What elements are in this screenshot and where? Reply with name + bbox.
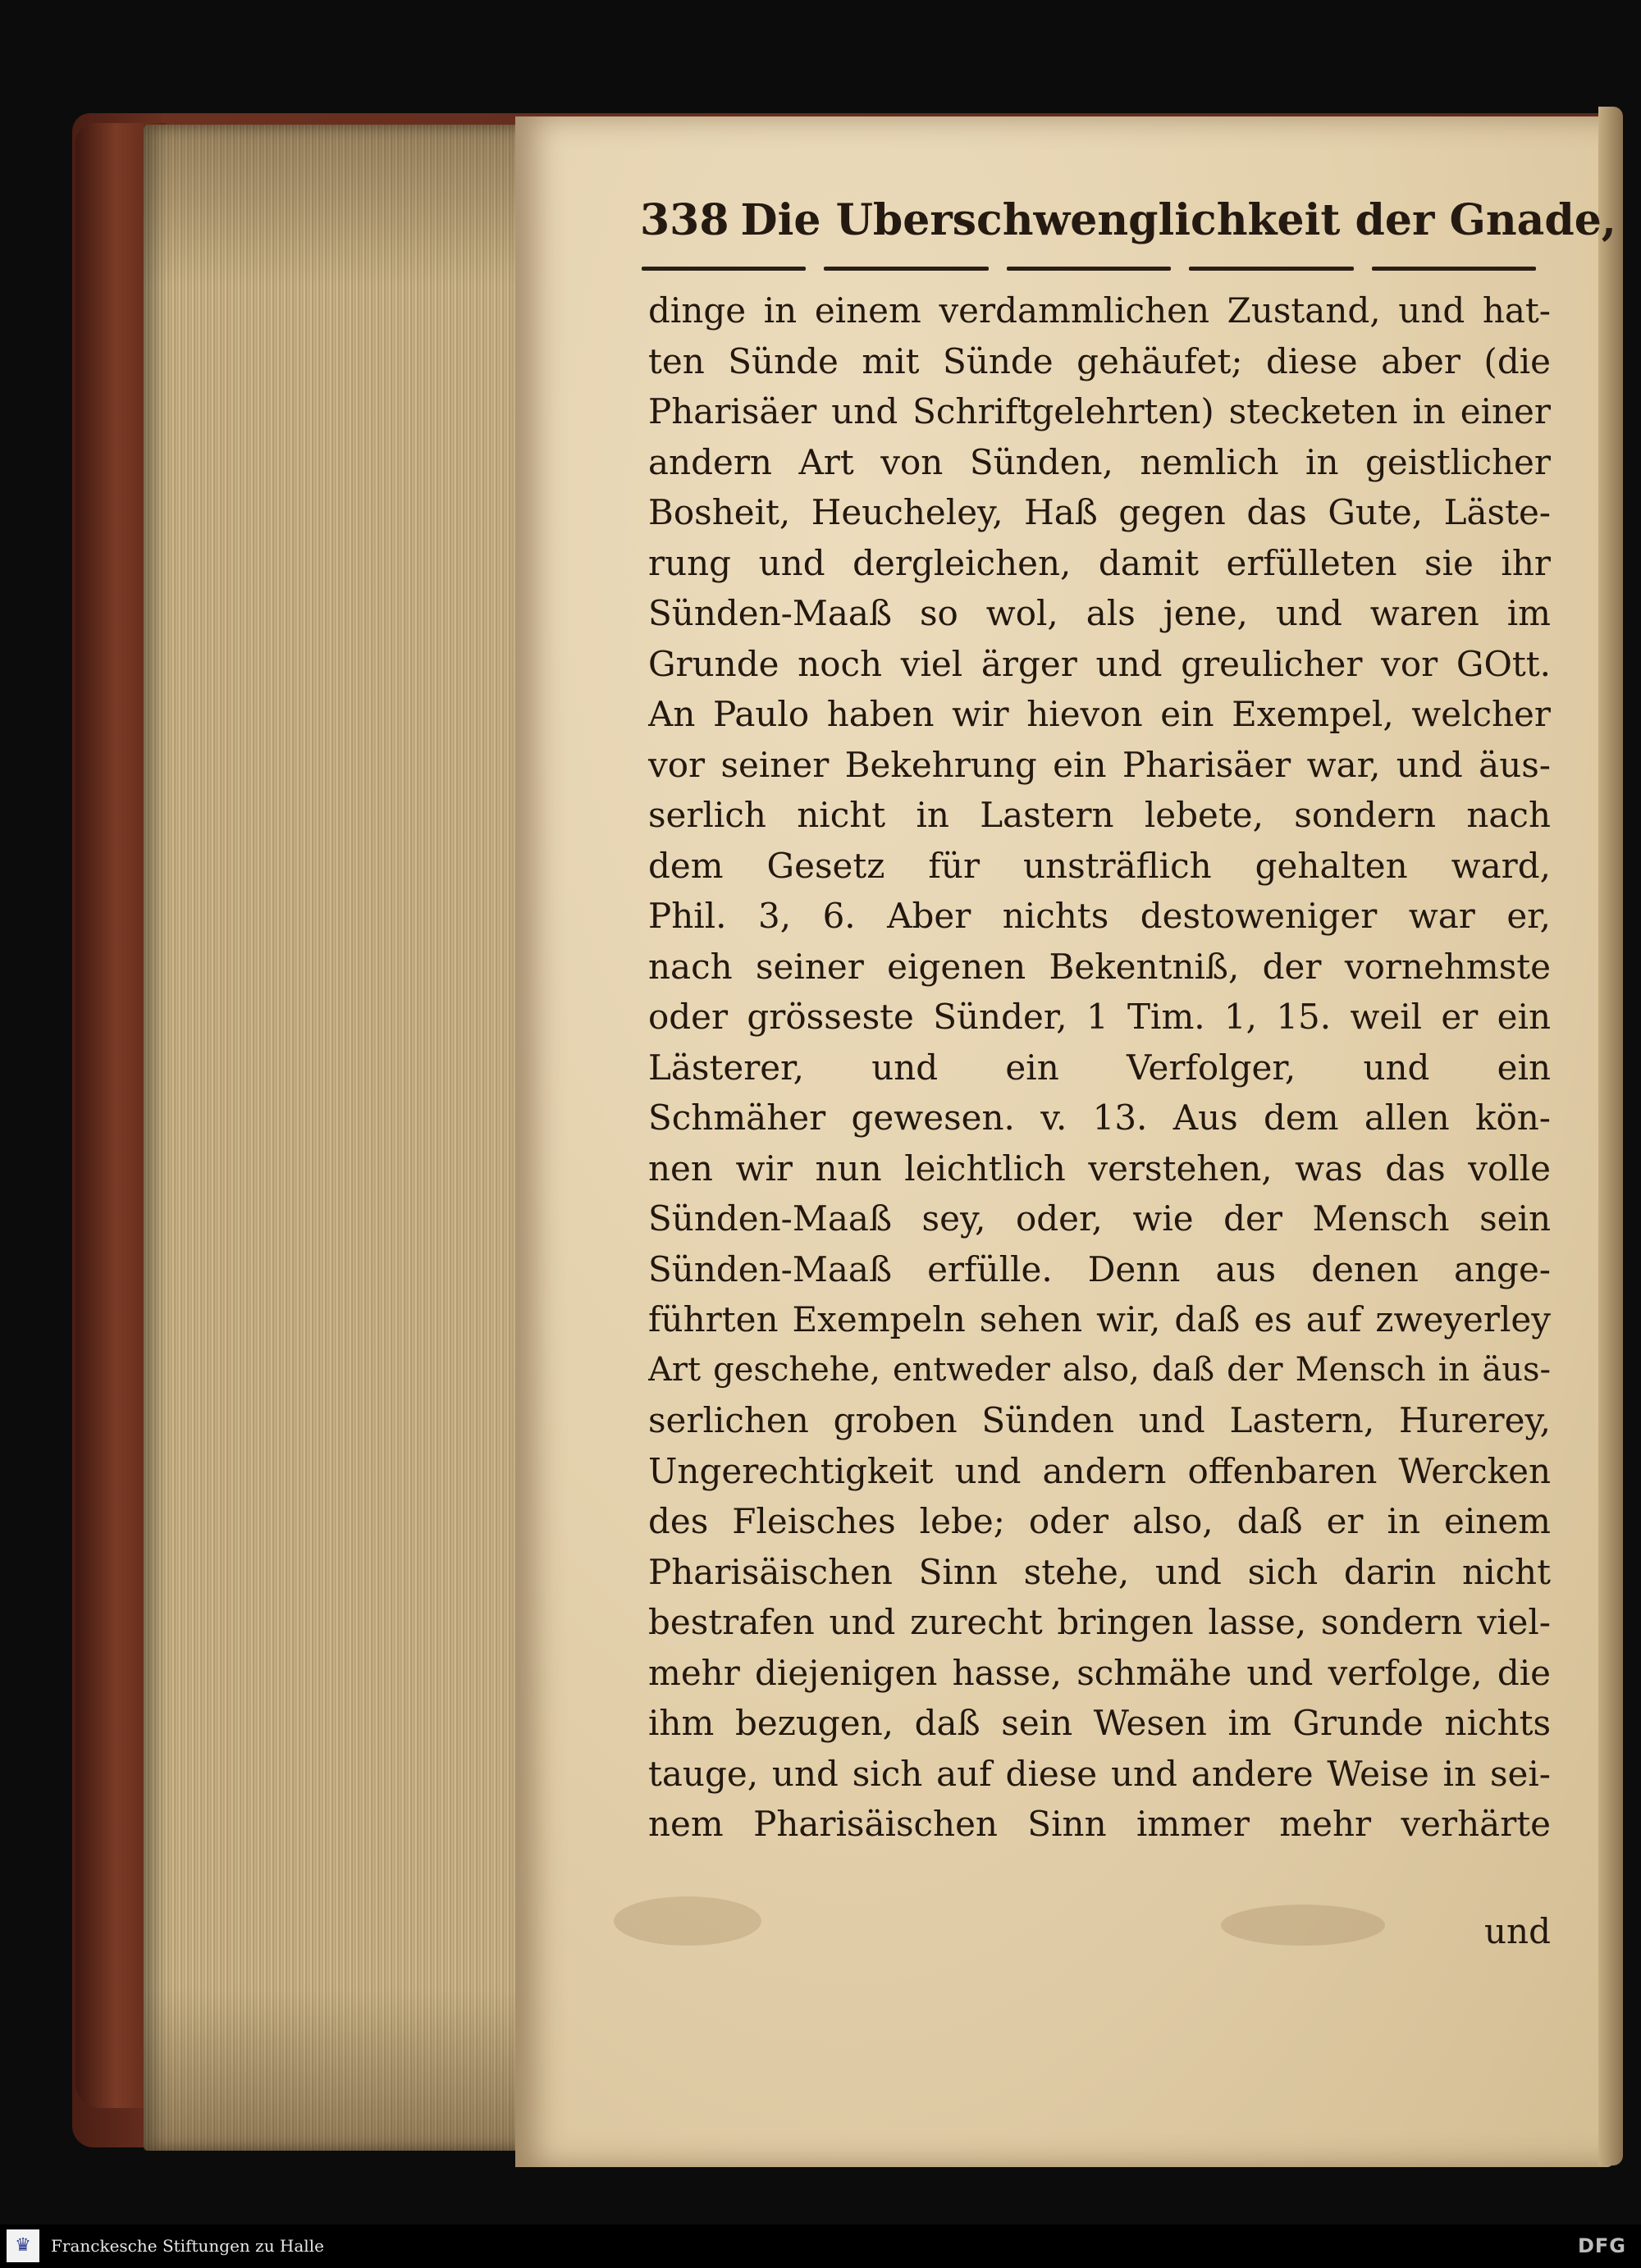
body-text: [648, 285, 1551, 1850]
text-line: Ungerechtigkeit und andern offenbaren Wercken: [648, 1450, 1551, 1491]
rule-segment: [642, 267, 806, 271]
page-number: 338: [640, 195, 729, 245]
text-line: nem Pharisäischen Sinn immer mehr verhärte: [648, 1804, 1551, 1844]
text-line: Grunde noch viel ärger und greulicher vor GOtt.: [648, 643, 1551, 684]
rule-segment: [824, 267, 988, 271]
viewer-footer: [0, 2225, 1641, 2268]
text-line: Schmäher gewesen. v. 13. Aus dem allen kön-: [648, 1097, 1551, 1138]
page-stain: [1221, 1905, 1385, 1946]
text-line: Lästerer, und ein Verfolger, und ein: [648, 1047, 1551, 1088]
text-line: mehr diejenigen hasse, schmähe und verfolge, die: [648, 1652, 1551, 1693]
text-line: dem Gesetz für unsträflich gehalten ward,: [648, 845, 1551, 886]
text-line: Sünden-Maaß erfülle. Denn aus denen ange-: [648, 1248, 1551, 1289]
text-line: ten Sünde mit Sünde gehäufet; diese aber (die: [648, 340, 1551, 381]
text-line: tauge, und sich auf diese und andere Weise in sei-: [648, 1753, 1551, 1794]
rule-segment: [1189, 267, 1353, 271]
header-rule: [642, 267, 1536, 272]
text-line: des Fleisches lebe; oder also, daß er in einem: [648, 1501, 1551, 1541]
text-line: ihm bezugen, daß sein Wesen im Grunde nichts: [648, 1703, 1551, 1743]
running-head-title: Die Uberschwenglichkeit der Gnade,: [740, 195, 1616, 245]
text-line: Pharisäischen Sinn stehe, und sich darin nicht: [648, 1551, 1551, 1592]
text-line: führten Exempeln sehen wir, daß es auf zweyerley: [648, 1299, 1551, 1339]
catchword: und: [1484, 1911, 1551, 1951]
text-line: Sünden-Maaß sey, oder, wie der Mensch sein: [648, 1198, 1551, 1239]
text-line: nen wir nun leichtlich verstehen, was das volle: [648, 1148, 1551, 1189]
running-head: [640, 195, 1616, 245]
text-line: bestrafen und zurecht bringen lasse, sondern viel-: [648, 1602, 1551, 1642]
text-line: Art geschehe, entweder also, daß der Mensch in äus-: [648, 1350, 1551, 1389]
text-line: dinge in einem verdammlichen Zustand, und hat-: [648, 290, 1551, 331]
text-line: nach seiner eigenen Bekentniß, der vornehmste: [648, 946, 1551, 987]
text-line: An Paulo haben wir hievon ein Exempel, welcher: [648, 694, 1551, 734]
text-line: Pharisäer und Schriftgelehrten) stecketen in einer: [648, 391, 1551, 431]
text-line: oder grösseste Sünder, 1 Tim. 1, 15. weil er ein: [648, 997, 1551, 1037]
page-stain: [614, 1896, 761, 1946]
footer-dfg-logo: DFG: [1577, 2234, 1626, 2257]
footer-institution: Franckesche Stiftungen zu Halle: [51, 2236, 324, 2256]
rule-segment: [1007, 267, 1171, 271]
text-line: vor seiner Bekehrung ein Pharisäer war, und äus-: [648, 744, 1551, 785]
page-fore-edges: [144, 125, 529, 2151]
text-line: Bosheit, Heucheley, Haß gegen das Gute, Läste-: [648, 492, 1551, 532]
text-line: rung und dergleichen, damit erfülleten sie ihr: [648, 542, 1551, 583]
page-right-edge: [1598, 107, 1623, 2165]
text-line: Sünden-Maaß so wol, als jene, und waren im: [648, 593, 1551, 633]
text-line: serlichen groben Sünden und Lastern, Hurerey,: [648, 1400, 1551, 1440]
francke-foundations-logo-icon: ♛: [7, 2229, 39, 2262]
rule-segment: [1372, 267, 1536, 271]
text-line: Phil. 3, 6. Aber nichts destoweniger war er,: [648, 896, 1551, 936]
text-line: serlich nicht in Lastern lebete, sondern nach: [648, 795, 1551, 835]
text-line: andern Art von Sünden, nemlich in geistlicher: [648, 441, 1551, 482]
